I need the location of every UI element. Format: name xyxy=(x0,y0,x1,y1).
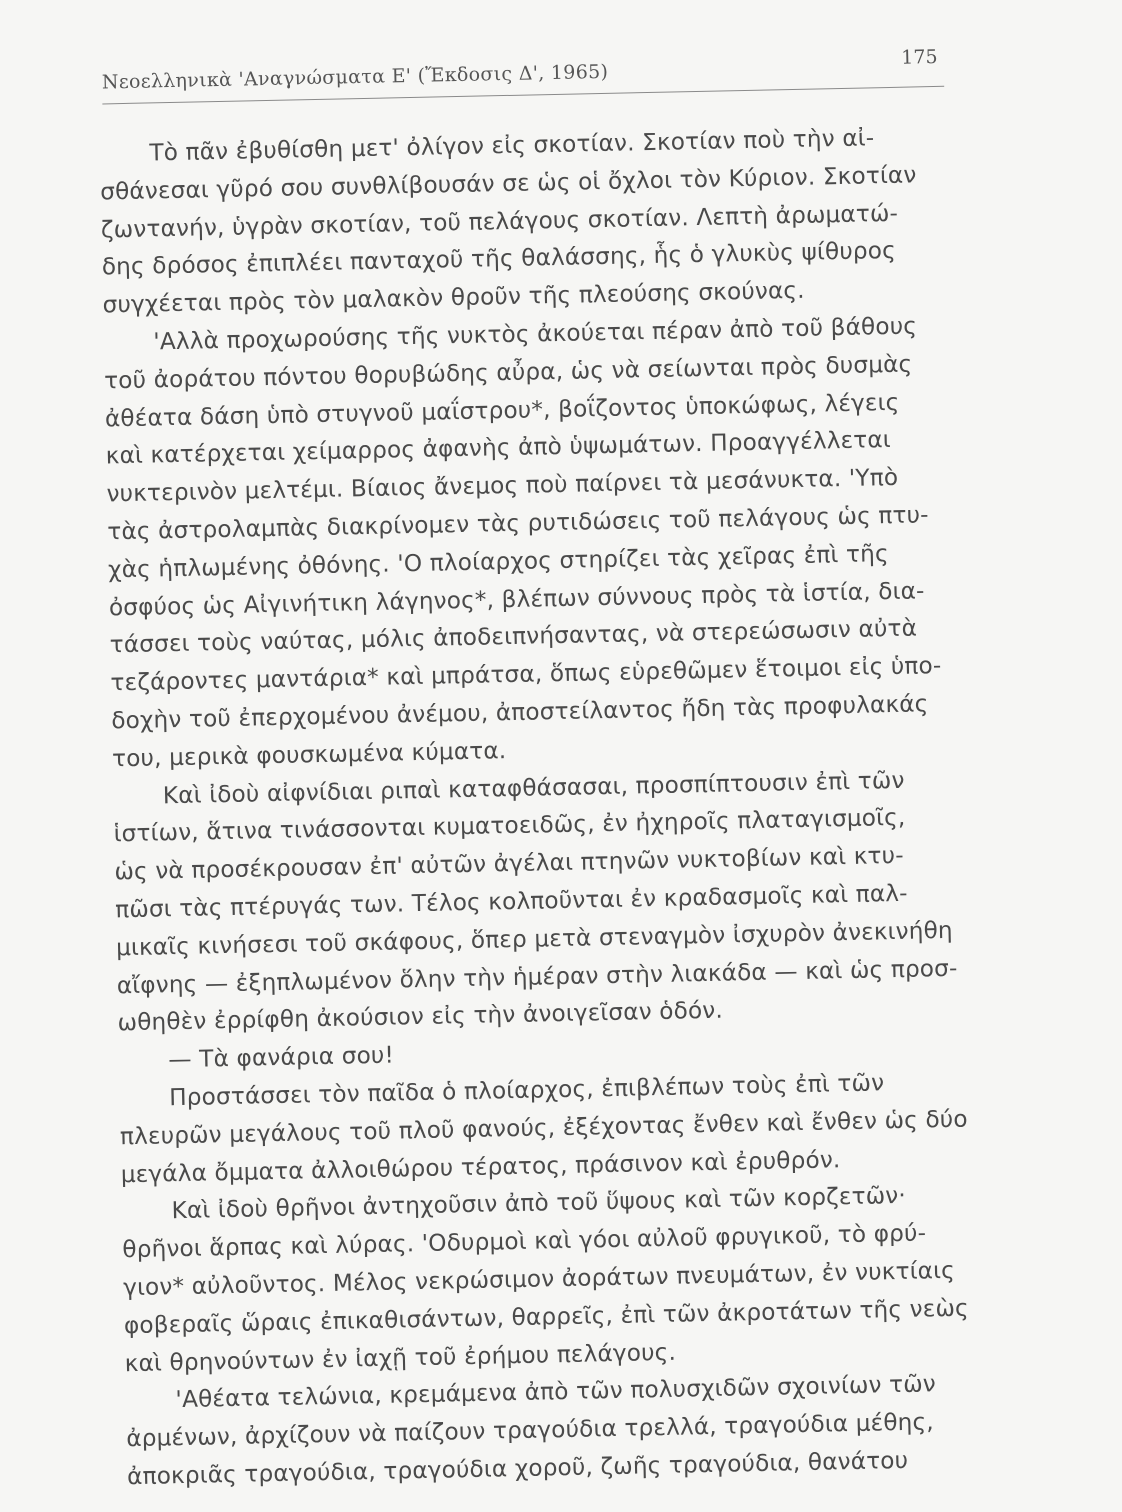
text-line: μικαῖς κινήσεσι τοῦ σκάφους, ὅπερ μετὰ στεναγμὸν ἰσχυρὸν ἀνεκινήθη xyxy=(115,916,954,962)
text-line: ὀσφύος ὡς Αἰγινήτικη λάγηνος*, βλέπων σύννους πρὸς τὰ ἱστία, δια- xyxy=(108,576,925,621)
text-line: γιον* αὐλοῦντος. Μέλος νεκρώσιμον ἀοράτων πνευμάτων, ἐν νυκτίαις xyxy=(122,1256,956,1302)
text-line: δης δρόσος ἐπιπλέει πανταχοῦ τῆς θαλάσσης, ἧς ὁ γλυκὺς ψίθυρος xyxy=(101,237,897,281)
text-line: ἀποκριᾶς τραγούδια, τραγούδια χοροῦ, ζωῆς τραγούδια, θανάτου xyxy=(126,1446,909,1491)
text-line: τὰς ἀστρολαμπὰς διακρίνομεν τὰς ρυτιδώσεις τοῦ πελάγους ὡς πτυ- xyxy=(107,501,929,546)
text-line: δοχὴν τοῦ ἐπερχομένου ἀνέμου, ἀποστείλαντος ἤδη τὰς προφυλακάς xyxy=(111,690,929,735)
text-line: σθάνεσαι γῦρό σου συνθλίβουσάν σε ὡς οἱ ὄχλοι τὸν Κύριον. Σκοτίαν xyxy=(99,161,917,206)
text-line: ωθηθὲν ἐρρίφθη ἀκούσιον εἰς τὴν ἀνοιγεῖσαν ὁδόν. xyxy=(117,996,724,1037)
text-line: τάσσει τοὺς ναύτας, μόλις ἀποδειπνήσαντας, νὰ στερεώσωσιν αὐτὰ xyxy=(109,614,918,659)
text-line: χὰς ἡπλωμένης ὀθόνης. 'Ο πλοίαρχος στηρίζει τὰς χεῖρας ἐπὶ τῆς xyxy=(107,539,889,584)
text-line: Προστάσσει τὸν παῖδα ὁ πλοίαρχος, ἐπιβλέπων τοὺς ἐπὶ τῶν xyxy=(168,1069,885,1112)
text-line: νυκτερινὸν μελτέμι. Βίαιος ἄνεμος ποὺ παίρνει τὰ μεσάνυκτα. 'Υπὸ xyxy=(106,464,899,508)
page-header xyxy=(101,45,945,110)
text-line: θρῆνοι ἅρπας καὶ λύρας. 'Οδυρμοὶ καὶ γόοι αὐλοῦ φρυγικοῦ, τὸ φρύ- xyxy=(122,1219,927,1264)
text-line: φοβεραῖς ὥραις ἐπικαθισάντων, θαρρεῖς, ἐπὶ τῶν ἀκροτάτων τῆς νεὼς xyxy=(123,1294,970,1339)
text-line: συγχέεται πρὸς τὸν μαλακὸν θροῦν τῆς πλεούσης σκούνας. xyxy=(102,276,805,319)
text-line: — Τὰ φανάρια σου! xyxy=(168,1041,395,1074)
text-line: Καὶ ἰδοὺ αἰφνίδιαι ριπαὶ καταφθάσασαι, προσπίπτουσιν ἐπὶ τῶν xyxy=(162,766,905,809)
text-line: τεζάροντες μαντάρια* καὶ μπράτσα, ὅπως εὑρεθῶμεν ἕτοιμοι εἰς ὑπο- xyxy=(110,652,942,697)
text-line: πλευρῶν μεγάλους τοῦ πλοῦ φανούς, ἐξέχοντας ἔνθεν καὶ ἔνθεν ὡς δύο xyxy=(119,1105,968,1151)
text-line: του, μερικὰ φουσκωμένα κύματα. xyxy=(111,736,507,773)
text-line: ὡς νὰ προσέκρουσαν ἐπ' αὐτῶν ἀγέλαι πτηνῶν νυκτοβίων καὶ κτυ- xyxy=(114,841,904,886)
text-line: αἴφνης — ἐξηπλωμένον ὅλην τὴν ἡμέραν στὴν λιακάδα — καὶ ὡς προσ- xyxy=(116,954,958,999)
text-line: Καὶ ἰδοὺ θρῆνοι ἀντηχοῦσιν ἀπὸ τοῦ ὕψους καὶ τῶν κορζετῶν· xyxy=(171,1182,907,1225)
text-line: ἱστίων, ἅτινα τινάσσονται κυματοειδῶς, ἐν ἠχηροῖς πλαταγισμοῖς, xyxy=(113,804,906,848)
text-line: ἀρμένων, ἀρχίζουν νὰ παίζουν τραγούδια τρελλά, τραγούδια μέθης, xyxy=(126,1408,935,1453)
page-number: 175 xyxy=(901,45,938,69)
running-head: Νεοελληνικὰ 'Αναγνώσματα Ε' (Ἔκδοσις Δ', 1965) xyxy=(101,60,609,94)
text-line: Τὸ πᾶν ἐβυθίσθη μετ' ὀλίγον εἰς σκοτίαν. Σκοτίαν ποὺ τὴν αἰ- xyxy=(149,124,875,167)
text-line: καὶ κατέρχεται χείμαρρος ἀφανὴς ἀπὸ ὑψωμάτων. Προαγγέλλεται xyxy=(105,426,892,470)
text-line: ζωντανήν, ὑγρὰν σκοτίαν, τοῦ πελάγους σκοτίαν. Λεπτὴ ἀρωματώ- xyxy=(100,199,899,244)
text-line: πῶσι τὰς πτέρυγάς των. Τέλος κολποῦνται ἐν κραδασμοῖς καὶ παλ- xyxy=(114,879,908,924)
body-text xyxy=(99,117,989,1495)
text-line: 'Αλλὰ προχωρούσης τῆς νυκτὸς ἀκούεται πέραν ἀπὸ τοῦ βάθους xyxy=(153,312,918,356)
text-line: τοῦ ἀοράτου πόντου θορυβώδης αὖρα, ὡς νὰ σείωνται πρὸς δυσμὰς xyxy=(103,350,913,395)
text-line: 'Αθέατα τελώνια, κρεμάμενα ἀπὸ τῶν πολυσχιδῶν σχοινίων τῶν xyxy=(175,1370,937,1414)
text-line: μεγάλα ὄμματα ἀλλοιθώρου τέρατος, πράσινον καὶ ἐρυθρόν. xyxy=(120,1145,841,1188)
text-line: καὶ θρηνούντων ἐν ἰαχῇ τοῦ ἐρήμου πελάγους. xyxy=(124,1338,677,1377)
text-line: ἀθέατα δάση ὑπὸ στυγνοῦ μαΐστρου*, βοΐζοντος ὑποκώφως, λέγεις xyxy=(104,388,900,433)
